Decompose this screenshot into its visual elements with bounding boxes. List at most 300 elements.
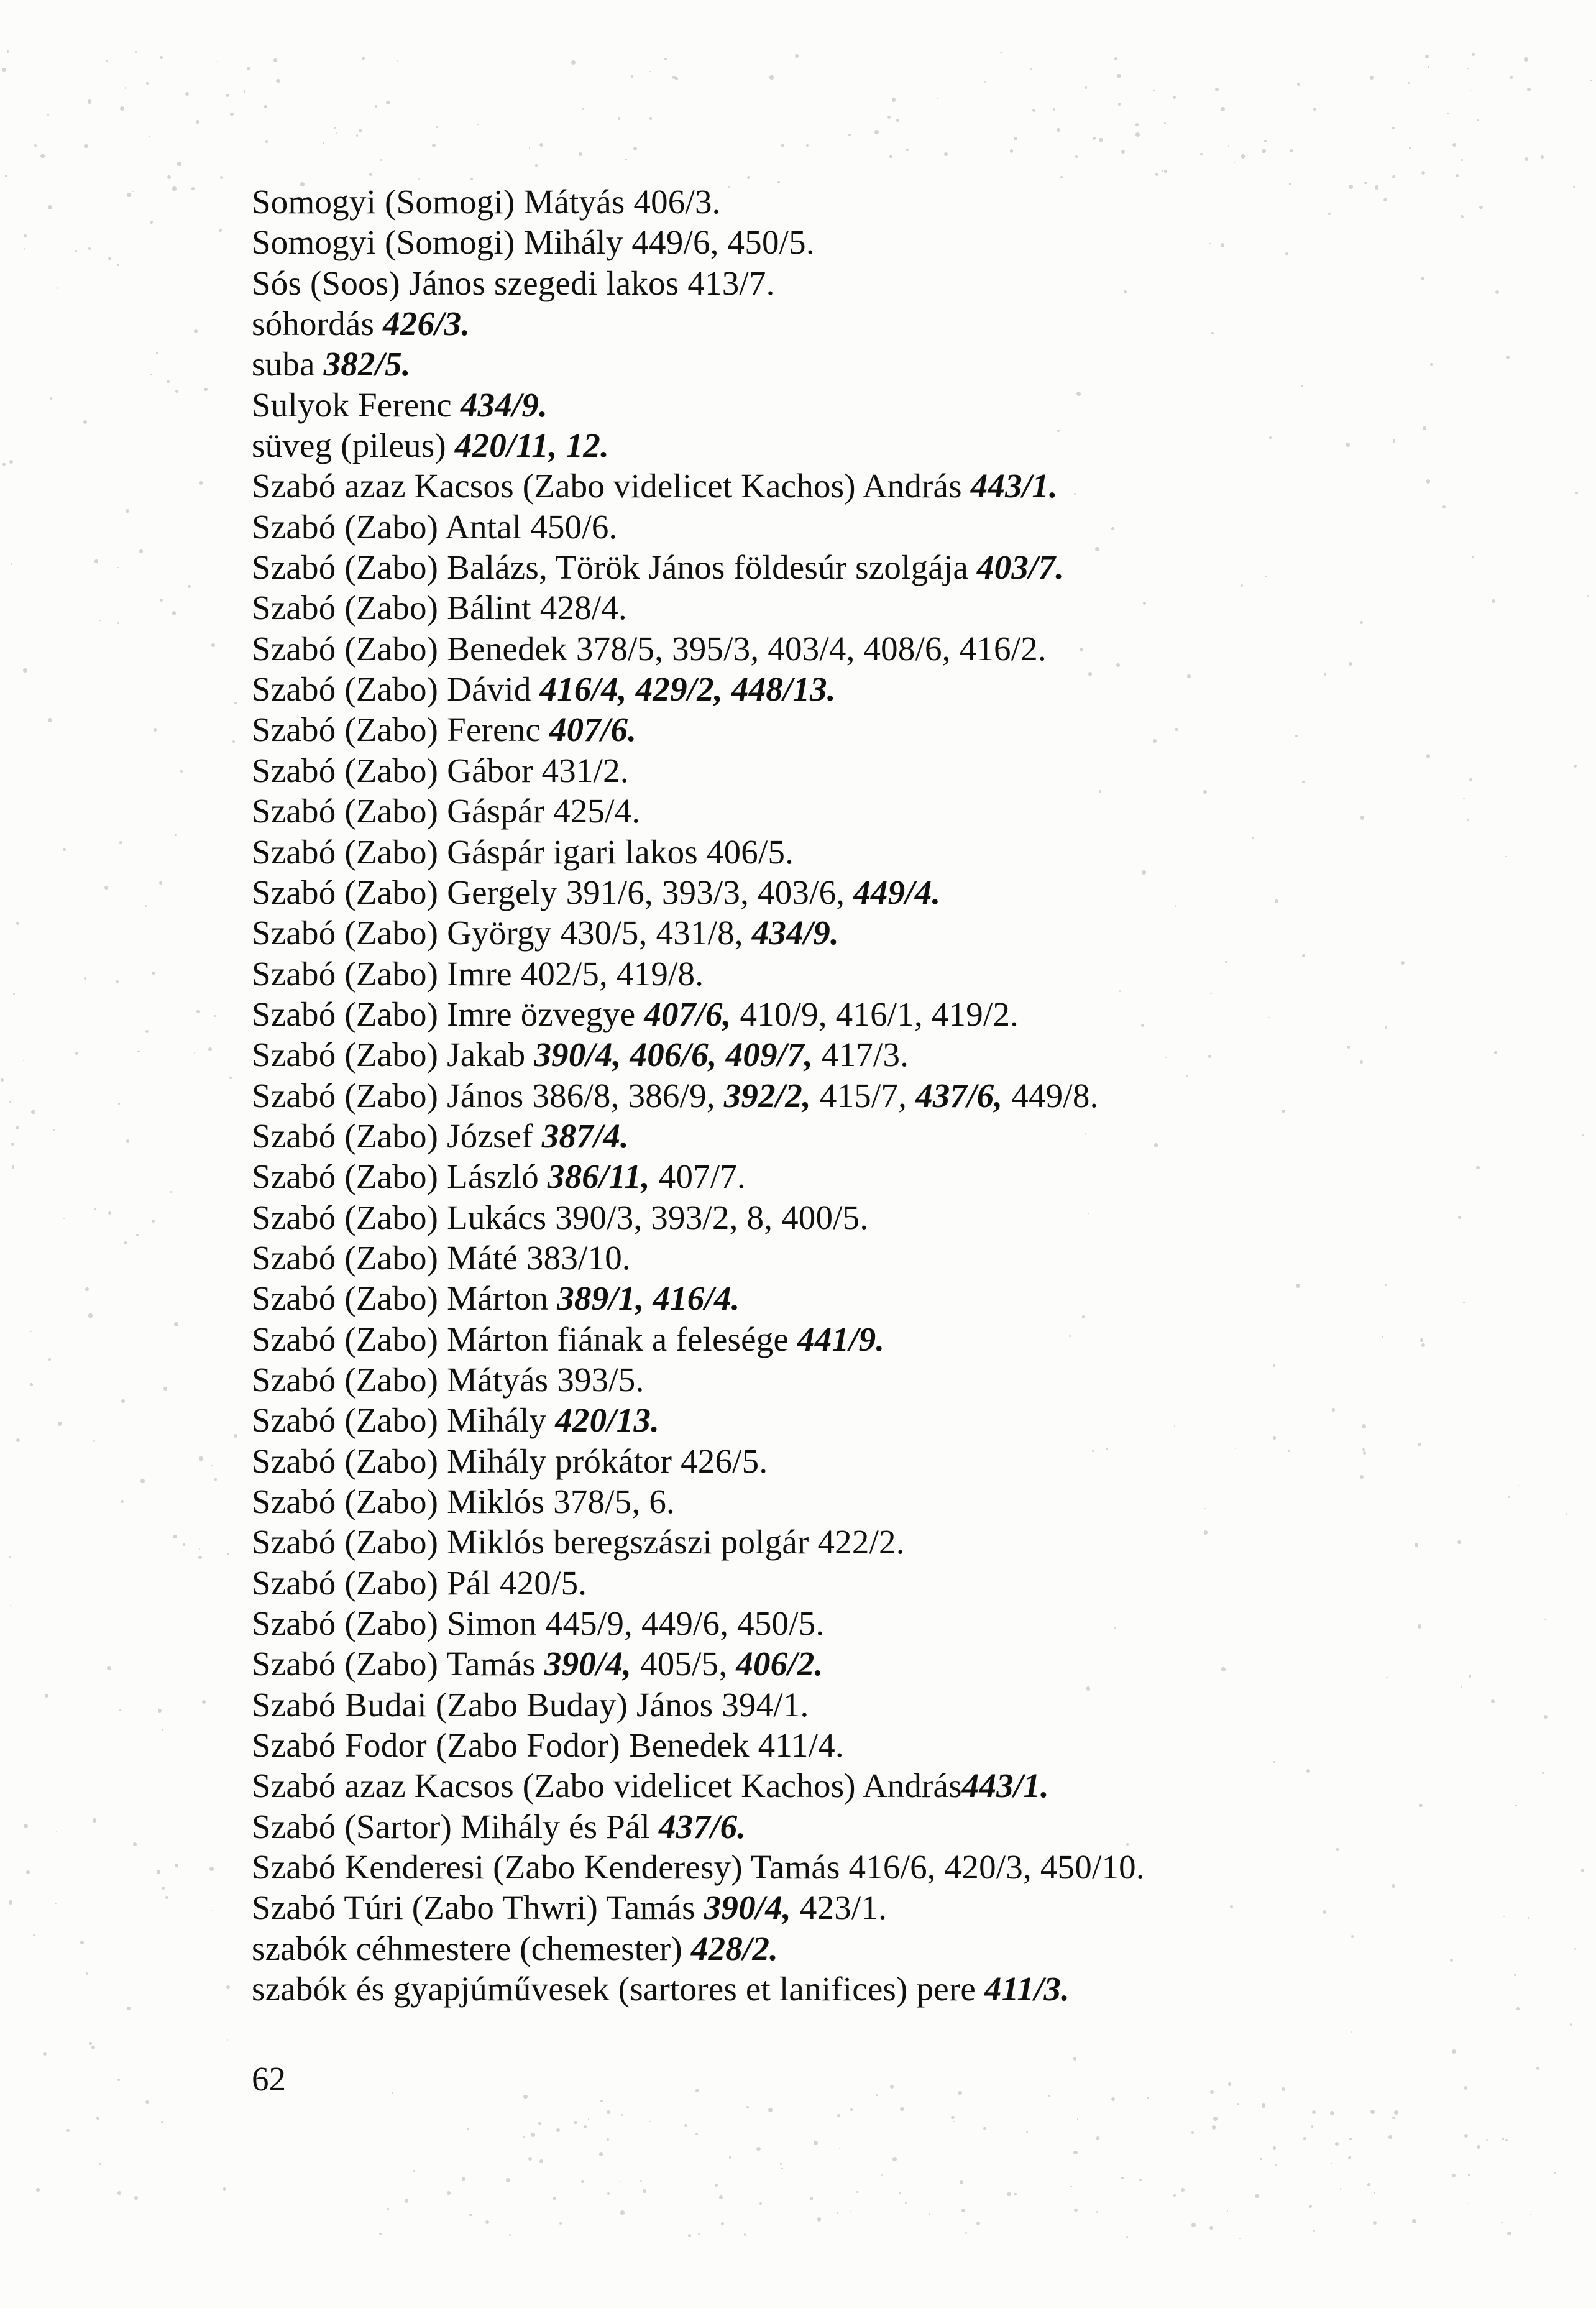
scan-speck <box>137 1051 139 1052</box>
index-entry <box>252 1156 1557 1197</box>
scan-speck <box>1204 1508 1206 1509</box>
scan-speck <box>200 481 203 484</box>
scan-speck <box>121 1399 125 1403</box>
scan-speck <box>217 61 218 62</box>
scan-speck <box>781 2168 783 2169</box>
entry-headword: Szabó (Zabo) Gáspár <box>252 792 554 830</box>
scan-speck <box>1073 2057 1076 2060</box>
scan-speck <box>387 2208 388 2210</box>
entry-page-reference: 382/5. <box>323 345 411 384</box>
scan-speck <box>432 144 436 147</box>
entry-page-reference: 441/9. <box>797 1320 885 1358</box>
scan-speck <box>528 2157 532 2161</box>
scan-speck <box>1464 2086 1467 2089</box>
entry-page-reference: 430/5, 431/8, <box>560 914 752 952</box>
scan-speck <box>106 60 108 62</box>
scan-speck <box>1260 2158 1262 2160</box>
scan-speck <box>1360 1475 1364 1479</box>
scan-speck <box>191 187 195 190</box>
scan-speck <box>618 117 621 121</box>
scan-speck <box>1351 2031 1352 2033</box>
index-entry <box>252 1644 1557 1684</box>
scan-speck <box>599 2152 603 2156</box>
entry-headword: Szabó (Zabo) Miklós <box>252 1483 554 1520</box>
scan-speck <box>230 113 233 116</box>
index-entry <box>252 1116 1557 1156</box>
scan-speck <box>88 1313 92 1317</box>
scan-speck <box>1296 1284 1300 1288</box>
scan-speck <box>553 2197 556 2200</box>
scan-speck <box>1336 1848 1338 1850</box>
scan-speck <box>134 2196 138 2200</box>
scan-speck <box>619 2181 620 2182</box>
scan-speck <box>1573 186 1575 188</box>
scan-speck <box>50 397 53 400</box>
scan-speck <box>1118 103 1121 106</box>
scan-speck <box>984 81 986 83</box>
scan-speck <box>535 164 538 167</box>
scan-speck <box>1060 176 1063 178</box>
scan-speck <box>1461 215 1464 218</box>
scan-speck <box>1143 602 1146 605</box>
scan-speck <box>1467 68 1469 70</box>
scan-speck <box>874 130 879 134</box>
scan-speck <box>719 2195 723 2199</box>
scan-speck <box>1302 781 1305 783</box>
scan-speck <box>729 2156 732 2158</box>
scan-speck <box>1313 2230 1315 2232</box>
scan-speck <box>154 728 157 732</box>
scan-speck <box>175 1864 178 1867</box>
scan-speck <box>850 2108 853 2111</box>
scan-speck <box>127 2007 131 2010</box>
scan-speck <box>1464 2134 1468 2138</box>
scan-speck <box>1080 648 1083 651</box>
index-entry <box>252 507 1557 547</box>
scan-speck <box>227 1553 229 1555</box>
scan-speck <box>579 152 582 156</box>
scan-speck <box>1574 765 1577 768</box>
scan-speck <box>837 2114 840 2117</box>
entry-headword: Szabó azaz Kacsos (Zabo videlicet Kachos) András <box>252 467 971 505</box>
scan-speck <box>447 2191 451 2195</box>
scan-speck <box>1373 2221 1377 2225</box>
scan-speck <box>810 2197 813 2200</box>
scan-speck <box>1053 108 1055 110</box>
scan-speck <box>777 181 780 183</box>
scan-speck <box>369 173 372 176</box>
scan-speck <box>1010 149 1013 152</box>
entry-page-reference: 434/9. <box>751 914 839 952</box>
scan-speck <box>265 140 268 143</box>
entry-headword: Szabó (Zabo) György <box>252 914 561 952</box>
scan-speck <box>960 2180 964 2184</box>
scan-speck <box>1456 174 1459 177</box>
scan-speck <box>91 2046 95 2049</box>
scan-speck <box>1415 1543 1418 1547</box>
scan-speck <box>1164 170 1167 173</box>
scan-speck <box>9 460 14 464</box>
scan-speck <box>1239 2238 1241 2239</box>
scan-speck <box>1468 2203 1469 2204</box>
entry-page-reference: 406/5. <box>706 832 794 871</box>
scan-speck <box>1581 1869 1585 1872</box>
scan-speck <box>117 567 119 569</box>
entry-headword: Szabó (Zabo) László <box>252 1157 548 1196</box>
entry-headword: Szabó (Zabo) Gáspár igari lakos <box>252 832 707 871</box>
index-entry <box>252 263 1557 303</box>
entry-page-reference: 426/5. <box>681 1441 768 1480</box>
scan-speck <box>24 1824 28 1828</box>
scan-speck <box>1418 1624 1422 1629</box>
scan-speck <box>625 159 627 161</box>
scan-speck <box>695 2089 699 2093</box>
scan-speck <box>1275 2164 1277 2166</box>
entry-headword: Szabó (Zabo) Miklós beregszászi polgár <box>252 1523 818 1561</box>
scan-speck <box>698 2233 700 2235</box>
index-entry <box>252 1928 1557 1969</box>
scan-speck <box>26 1870 30 1874</box>
scan-speck <box>1335 2142 1339 2146</box>
scan-speck <box>1457 1540 1461 1544</box>
scan-speck <box>119 1709 121 1711</box>
scan-speck <box>16 922 19 925</box>
scan-speck <box>721 2222 724 2225</box>
index-entry <box>252 994 1557 1034</box>
scan-speck <box>167 380 170 384</box>
scan-speck <box>229 1077 232 1079</box>
scan-speck <box>1191 2223 1196 2227</box>
scan-speck <box>160 56 163 59</box>
entry-page-reference: 449/4. <box>853 873 941 911</box>
scan-speck <box>135 51 137 53</box>
index-entry <box>252 1725 1557 1765</box>
scan-speck <box>152 1220 155 1223</box>
scan-speck <box>850 2211 851 2212</box>
scan-speck <box>63 848 66 852</box>
entry-page-reference: 391/6, 393/3, 403/6, <box>566 873 854 911</box>
scan-speck <box>162 1887 165 1890</box>
scan-speck <box>199 1456 203 1460</box>
scan-speck <box>892 2157 897 2161</box>
scan-speck <box>1096 2136 1099 2140</box>
scan-speck <box>556 2128 560 2132</box>
scan-speck <box>1370 76 1374 80</box>
scan-speck <box>1095 547 1099 551</box>
scan-speck <box>1554 2172 1556 2174</box>
scan-speck <box>140 1479 145 1483</box>
scan-speck <box>75 250 77 252</box>
scan-speck <box>359 129 362 132</box>
scan-speck <box>1476 1166 1480 1170</box>
index-entry <box>252 1319 1557 1359</box>
scan-speck <box>1211 332 1214 334</box>
index-entry <box>252 182 1557 222</box>
scan-speck <box>1269 436 1272 439</box>
scan-speck <box>633 147 638 151</box>
scan-speck <box>227 2039 228 2041</box>
scan-speck <box>1030 68 1032 70</box>
scan-speck <box>116 980 119 983</box>
scan-speck <box>223 2187 226 2191</box>
scan-speck <box>1575 492 1579 495</box>
entry-headword: Szabó (Zabo) Gábor <box>252 751 542 789</box>
scan-speck <box>1221 243 1225 247</box>
scan-speck <box>1452 2174 1456 2177</box>
scan-speck <box>1048 2095 1050 2097</box>
scan-speck <box>876 2094 878 2096</box>
scan-speck <box>1541 155 1544 159</box>
scan-speck <box>1187 674 1190 678</box>
entry-headword: Szabó (Zabo) Mihály <box>252 1401 556 1440</box>
scan-speck <box>523 2136 525 2138</box>
entry-page-reference: 445/9, 449/6, 450/5. <box>545 1604 825 1643</box>
scan-speck <box>1385 1026 1388 1029</box>
scan-speck <box>362 57 364 60</box>
scan-speck <box>180 770 183 773</box>
scan-speck <box>1221 1667 1226 1671</box>
scan-speck <box>1313 108 1316 111</box>
scan-speck <box>906 149 908 151</box>
scan-speck <box>219 229 222 232</box>
entry-page-reference: 437/6, <box>915 1076 1003 1115</box>
entry-page-reference: 403/7. <box>976 548 1065 587</box>
entry-headword: Szabó (Zabo) Ferenc <box>252 710 549 749</box>
scan-speck <box>695 2133 698 2136</box>
scan-speck <box>1007 2192 1011 2197</box>
scan-speck <box>133 1842 137 1846</box>
scan-speck <box>93 1818 96 1822</box>
scan-speck <box>1467 819 1469 821</box>
scan-speck <box>121 1500 124 1504</box>
scan-speck <box>1173 96 1176 99</box>
scan-speck <box>63 1218 65 1219</box>
scan-speck <box>48 718 52 722</box>
entry-headword: szabók céhmestere (chemester) <box>252 1929 691 1967</box>
scan-speck <box>196 1010 200 1014</box>
scan-speck <box>1241 154 1245 159</box>
scan-speck <box>149 136 150 137</box>
scan-speck <box>211 1465 213 1466</box>
scan-speck <box>1323 1910 1326 1913</box>
scan-speck <box>23 1060 24 1061</box>
scan-speck <box>1574 1948 1576 1950</box>
scan-speck <box>392 2092 393 2094</box>
index-entry <box>252 1887 1557 1928</box>
scan-speck <box>1452 143 1457 147</box>
scan-speck <box>675 77 679 81</box>
index-entry <box>252 1522 1557 1562</box>
scan-speck <box>664 58 667 60</box>
scan-speck <box>1374 2192 1375 2194</box>
entry-page-reference: 386/11, <box>547 1157 650 1196</box>
scan-speck <box>119 841 122 844</box>
scan-speck <box>1077 2118 1078 2120</box>
entry-page-reference: 413/7. <box>687 264 775 302</box>
entry-headword: Szabó (Zabo) Bálint <box>252 589 540 627</box>
scan-speck <box>1311 2125 1313 2127</box>
entry-page-reference: 428/4. <box>539 589 627 627</box>
scan-speck <box>99 2163 102 2166</box>
scan-speck <box>202 1700 206 1704</box>
scan-speck <box>1126 1843 1129 1846</box>
scan-speck <box>529 147 531 149</box>
scan-speck <box>649 117 652 120</box>
scan-speck <box>1470 90 1471 91</box>
scan-speck <box>1409 147 1411 149</box>
scan-speck <box>839 2148 840 2149</box>
scan-speck <box>94 559 98 563</box>
index-entry <box>252 872 1557 913</box>
scan-speck <box>173 1535 177 1539</box>
scan-speck <box>1349 662 1352 666</box>
scan-speck <box>198 1556 201 1559</box>
scan-speck <box>375 105 377 108</box>
scan-speck <box>1479 206 1483 209</box>
scan-speck <box>1164 122 1166 124</box>
scan-speck <box>728 186 730 188</box>
entry-page-reference: 420/11, 12. <box>454 426 610 465</box>
scan-speck <box>983 2127 986 2130</box>
scan-speck <box>1505 856 1507 858</box>
index-entry <box>252 750 1557 791</box>
scan-speck <box>469 2214 472 2217</box>
entry-page-reference: 383/10. <box>526 1238 631 1277</box>
scan-speck <box>1228 2082 1231 2085</box>
scan-speck <box>273 58 277 62</box>
scan-speck <box>163 1387 167 1391</box>
scan-speck <box>1117 74 1121 78</box>
scan-speck <box>1447 113 1449 114</box>
scan-speck <box>234 1434 237 1438</box>
scan-speck <box>1191 2131 1194 2134</box>
scan-speck <box>88 99 92 104</box>
scan-speck <box>172 186 176 190</box>
index-entry <box>252 709 1557 750</box>
scan-speck <box>1508 1496 1510 1498</box>
index-entry <box>252 303 1557 344</box>
scan-speck <box>1495 290 1499 294</box>
scan-speck <box>13 993 15 995</box>
entry-page-reference: 410/9, 416/1, 419/2. <box>731 995 1019 1033</box>
scan-speck <box>1088 672 1093 676</box>
scan-speck <box>1142 870 1145 874</box>
scan-speck <box>167 175 171 179</box>
index-entry <box>252 913 1557 953</box>
entry-page-reference: 386/8, 386/9, <box>532 1076 724 1115</box>
scan-speck <box>607 2110 610 2114</box>
scan-speck <box>1215 88 1219 92</box>
entry-headword: Szabó (Zabo) Márton fiának a felesége <box>252 1320 798 1358</box>
scan-speck <box>1332 1408 1336 1412</box>
scan-speck <box>1590 80 1591 81</box>
scan-speck <box>889 155 892 158</box>
entry-page-reference: 387/4. <box>541 1116 629 1155</box>
scan-speck <box>1570 2023 1572 2025</box>
entry-page-reference: 449/8. <box>1002 1076 1099 1115</box>
scan-speck <box>1382 1336 1383 1338</box>
scan-speck <box>118 1103 120 1105</box>
scan-speck <box>1527 88 1531 91</box>
scan-speck <box>806 144 809 147</box>
scan-speck <box>161 2121 163 2123</box>
entry-page-reference: 416/4, 429/2, 448/13. <box>539 670 836 709</box>
scan-speck <box>1092 1450 1094 1452</box>
scan-speck <box>1153 90 1155 91</box>
scan-speck <box>1370 2110 1375 2114</box>
scan-speck <box>759 2202 762 2205</box>
scan-speck <box>1412 2219 1416 2223</box>
scan-speck <box>1282 2087 1285 2091</box>
scan-speck <box>1204 1530 1208 1534</box>
scan-speck <box>1525 157 1528 161</box>
entry-headword: Szabó (Zabo) Simon <box>252 1604 546 1643</box>
scan-speck <box>881 2174 883 2176</box>
scan-speck <box>1073 2151 1077 2154</box>
scan-speck <box>1234 162 1235 163</box>
entry-headword: Somogyi (Somogi) Mátyás <box>252 183 634 221</box>
entry-headword: Szabó (Zabo) János <box>252 1076 533 1115</box>
scan-speck <box>588 2118 590 2120</box>
scan-speck <box>607 2192 610 2195</box>
entry-page-reference: 434/9. <box>460 385 548 424</box>
scan-speck <box>1126 2236 1129 2238</box>
scan-speck <box>1472 53 1475 56</box>
scan-speck <box>1141 1024 1144 1027</box>
scan-speck <box>1330 2111 1334 2115</box>
scan-speck <box>951 2116 954 2119</box>
scan-speck <box>1282 1110 1285 1113</box>
entry-page-reference: 390/4, <box>704 1888 791 1927</box>
scan-speck <box>1213 2117 1218 2121</box>
page-number: 62 <box>252 2060 286 2098</box>
scan-speck <box>1501 2222 1503 2224</box>
scan-speck <box>1000 52 1002 54</box>
scan-speck <box>136 1234 139 1236</box>
entry-headword: szabók és gyapjúművesek (sartores et lanifices) pere <box>252 1970 984 2008</box>
scan-speck <box>117 2191 121 2195</box>
scan-speck <box>108 257 111 260</box>
scan-speck <box>31 1110 35 1114</box>
scan-speck <box>84 144 88 149</box>
scan-speck <box>571 60 576 65</box>
scan-speck <box>1086 1686 1091 1691</box>
scan-speck <box>1209 2226 1213 2230</box>
scan-speck <box>220 176 223 179</box>
scan-speck <box>1505 2139 1508 2141</box>
scan-speck <box>1492 599 1495 603</box>
entry-headword: Szabó (Zabo) Dávid <box>252 670 540 709</box>
scan-speck <box>334 127 336 129</box>
scan-speck <box>209 1867 214 1871</box>
index-entry <box>252 1765 1557 1806</box>
scan-speck <box>1203 790 1207 794</box>
scan-speck <box>7 50 9 53</box>
scan-speck <box>1542 1772 1544 1774</box>
scan-speck <box>2 68 6 72</box>
scan-speck <box>86 1972 88 1974</box>
entry-page-reference: 392/2, <box>723 1076 811 1115</box>
scan-speck <box>1200 153 1203 155</box>
scan-speck <box>467 2128 469 2130</box>
scan-speck <box>769 75 774 80</box>
scan-speck <box>848 134 851 136</box>
scan-speck <box>944 152 948 156</box>
entry-page-reference: 417/3. <box>812 1036 909 1074</box>
entry-page-reference: 416/6, 420/3, 450/10. <box>848 1848 1145 1887</box>
scan-speck <box>1255 2194 1259 2199</box>
entry-headword: Szabó (Zabo) Pál <box>252 1563 500 1602</box>
